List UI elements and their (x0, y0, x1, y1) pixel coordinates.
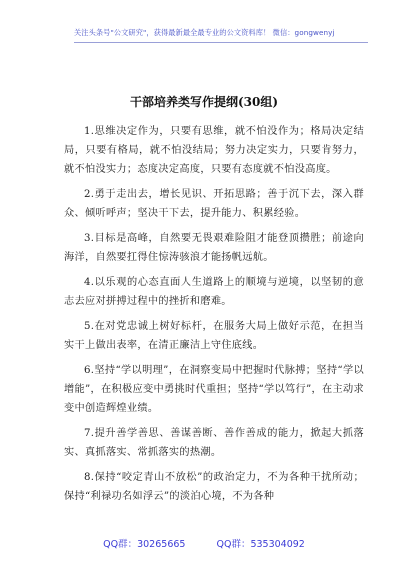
paragraph-5: 5.在对党忠诚上树好标杆，在服务大局上做好示范，在担当实干上做出表率，在清正廉洁上守住底线。 (64, 321, 364, 351)
paragraph-1: 1.思维决定作为，只要有思维，就不怕没作为；格局决定结局，只要有格局，就不怕没结局；努力决定实力，只要肯努力，就不怕没实力；态度决定高度，只要有态度就不怕没高度。 (64, 126, 364, 175)
paragraph-8: 8.保持“咬定青山不放松”的政治定力，不为各种干扰所动；保持“利禄功名如浮云”的淡泊心境，不为各种 (64, 472, 364, 502)
footer-qq-group-2: QQ群：535304092 (216, 539, 305, 550)
header-banner: 关注头条号"公文研究"，获得最新最全最专业的公文资料库！ 微信：gongwenyj (74, 28, 335, 37)
document-body (64, 122, 364, 512)
footer-qq-group-1: QQ群：30265665 (103, 539, 186, 550)
paragraph-2: 2.勇于走出去，增长见识、开拓思路；善于沉下去，深入群众、倾听呼声；坚决干下去，提升能力、积累经验。 (64, 189, 364, 219)
paragraph-4: 4.以乐观的心态直面人生道路上的顺境与逆境，以坚韧的意志去应对拼搏过程中的挫折和磨难。 (64, 277, 364, 307)
footer (0, 536, 408, 550)
paragraph-6: 6.坚持“学以明理”，在洞察变局中把握时代脉搏；坚持“学以增能”，在积极应变中勇挑时代重担；坚持“学以笃行”，在主动求变中创造辉煌业绩。 (64, 365, 364, 414)
paragraph-3: 3.目标是高峰，自然要无畏艰难险阻才能登顶攒胜；前途向海洋，自然要扛得住惊涛骇浪才能扬帆远航。 (64, 233, 364, 263)
header-divider (74, 42, 368, 43)
paragraph-7: 7.提升善学善思、善谋善断、善作善成的能力，掀起大抓落实、真抓落实、常抓落实的热潮。 (64, 428, 364, 458)
document-title: 干部培养类写作提纲(30组) (129, 95, 279, 109)
